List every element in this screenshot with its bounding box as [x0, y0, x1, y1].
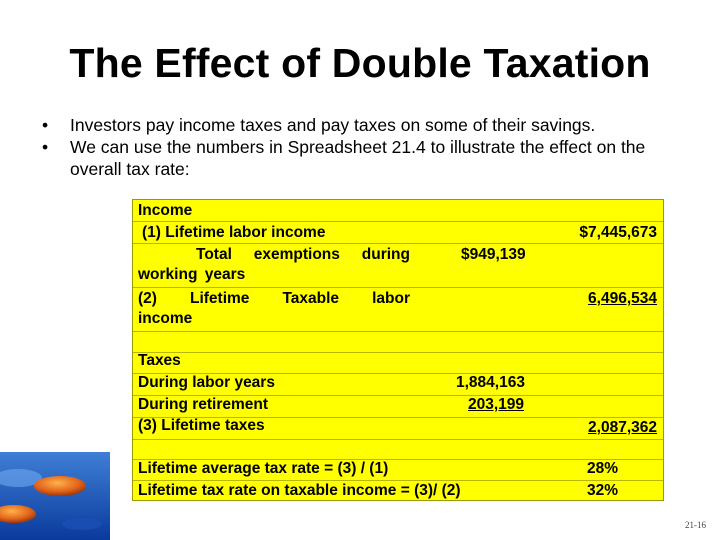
stone-shape: [34, 476, 86, 496]
exemptions-label: Total exemptions during working years: [138, 246, 410, 283]
lifetime-labor-income-value: $7,445,673: [579, 224, 657, 241]
income-header: Income: [138, 202, 193, 219]
taxable-income-label: (2) Lifetime Taxable labor income: [138, 290, 410, 327]
taxes-header: Taxes: [138, 352, 181, 369]
stones-illustration: [0, 452, 110, 540]
lifetime-taxes-label: (3) Lifetime taxes: [138, 417, 265, 434]
grid-line: [133, 243, 663, 244]
grid-line: [133, 287, 663, 288]
retirement-label: During retirement: [138, 396, 269, 413]
labor-years-value: 1,884,163: [456, 374, 525, 391]
taxable-rate-value: 32%: [587, 482, 619, 499]
stones-image: [0, 452, 110, 540]
average-rate-value: 28%: [587, 460, 619, 477]
bullet-item: [42, 114, 692, 136]
retirement-value: 203,199: [468, 396, 525, 413]
taxable-rate-label: Lifetime tax rate on taxable income = (3)/ (2): [138, 482, 461, 499]
grid-line: [133, 439, 663, 440]
lifetime-taxes-value: 2,087,362: [588, 419, 657, 436]
slide-title: The Effect of Double Taxation: [69, 40, 651, 86]
bullet-text: Investors pay income taxes and pay taxes on some of their savings.: [70, 115, 596, 135]
grid-line: [133, 352, 663, 353]
bullet-text: We can use the numbers in Spreadsheet 21.4 to illustrate the effect on the overall tax rate:: [70, 137, 646, 179]
bullet-list: [42, 114, 692, 180]
bullet-item: [42, 136, 692, 180]
taxation-table: [132, 199, 664, 501]
labor-years-label: During labor years: [138, 374, 275, 391]
slide-number: 21-16: [685, 520, 706, 530]
bullet-icon: •: [42, 137, 49, 157]
water-ripple: [62, 518, 102, 530]
lifetime-labor-income-label: (1) Lifetime labor income: [142, 224, 326, 241]
bullet-icon: •: [42, 115, 49, 135]
taxable-income-value: 6,496,534: [588, 290, 657, 307]
exemptions-value: $949,139: [461, 246, 526, 263]
average-rate-label: Lifetime average tax rate = (3) / (1): [138, 460, 389, 477]
grid-line: [133, 331, 663, 332]
grid-line: [133, 221, 663, 222]
